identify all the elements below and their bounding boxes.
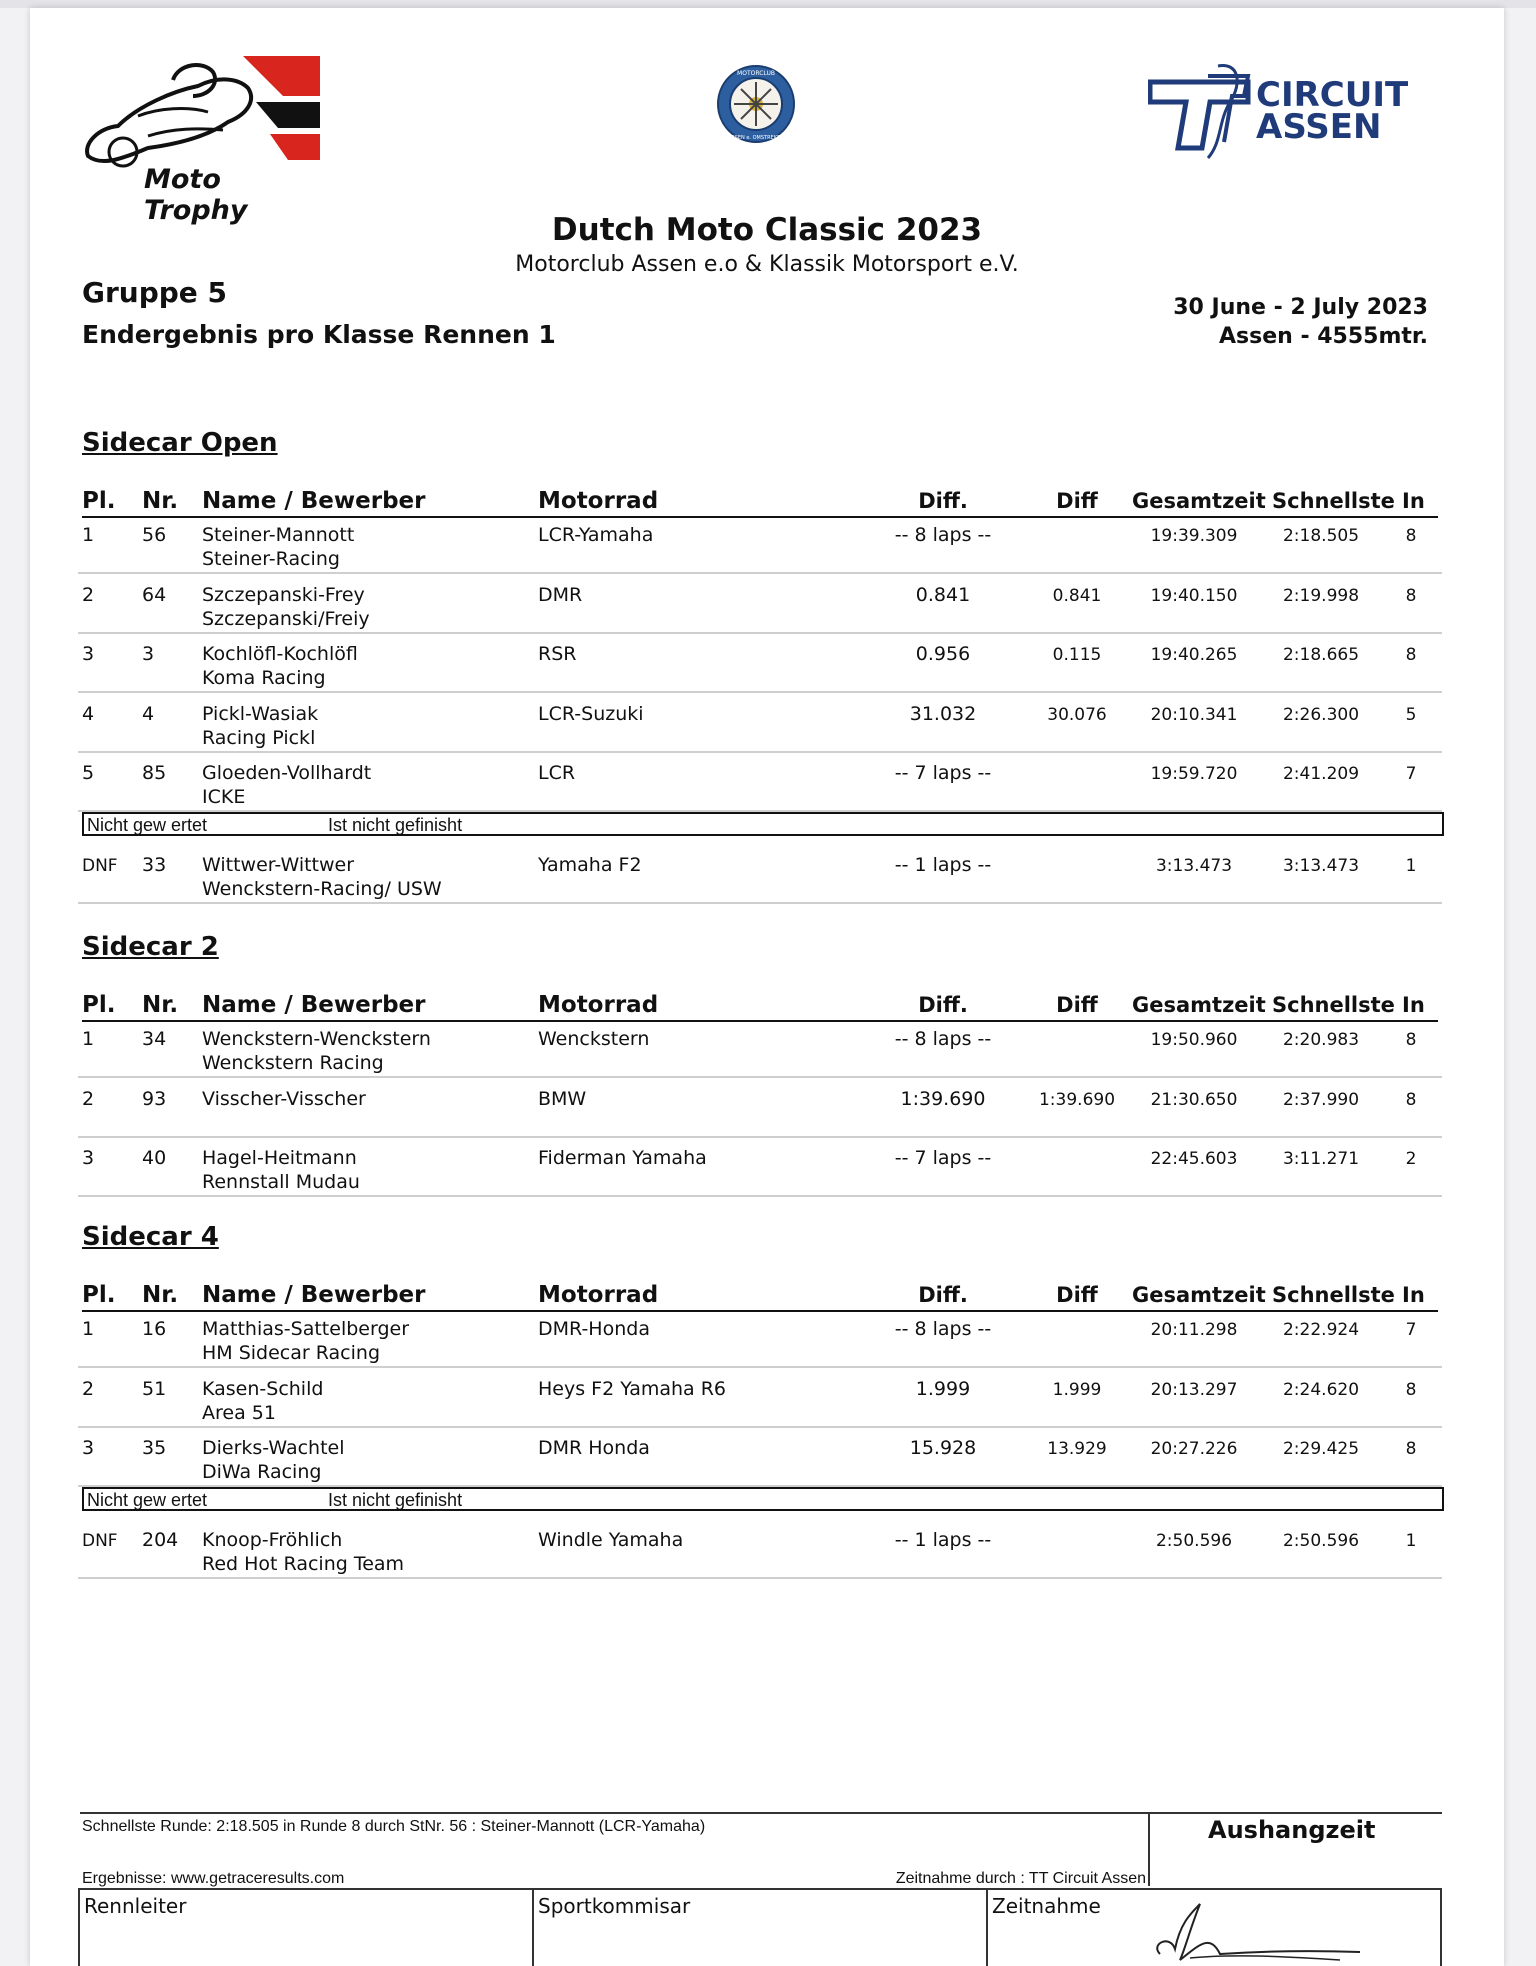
col-header-nr: Nr. [142, 1282, 179, 1308]
timing-provider: Zeitnahme durch : TT Circuit Assen [895, 1870, 1146, 1887]
signature-divider-1 [532, 1890, 534, 1966]
cell-place: DNF [82, 855, 118, 876]
cell-diff: -- 8 laps -- [894, 1028, 992, 1050]
results-url: Ergebnisse: www.getraceresults.com [82, 1870, 345, 1887]
cell-diff-prev: 1:39.690 [1038, 1089, 1116, 1110]
cell-motorcycle: LCR [538, 762, 576, 784]
not-classified-bar [82, 812, 1444, 836]
col-header-fastest: Schnellste [1272, 489, 1395, 513]
cell-team: Steiner-Racing [202, 548, 340, 570]
cell-number: 204 [142, 1528, 179, 1551]
cell-driver-names: Szczepanski-Frey [202, 583, 365, 606]
sig-timekeeping: Zeitnahme [992, 1894, 1101, 1918]
header-underline [82, 516, 1438, 518]
cell-diff-prev: 30.076 [1047, 704, 1107, 725]
not-finished-label: Ist nicht gefinisht [328, 1489, 463, 1510]
cell-team: Red Hot Racing Team [202, 1552, 405, 1575]
cell-number: 51 [142, 1377, 167, 1400]
cell-diff: -- 8 laps -- [894, 1318, 992, 1340]
cell-in-lap: 8 [1405, 585, 1417, 606]
cell-total-time: 3:13.473 [1155, 855, 1233, 876]
cell-in-lap: 8 [1405, 1379, 1417, 1400]
col-header-diff: Diff. [918, 489, 968, 513]
cell-driver-names: Kasen-Schild [202, 1377, 324, 1400]
cell-place: 3 [82, 643, 95, 665]
cell-driver-names: Visscher-Visscher [202, 1087, 366, 1110]
col-header-in: In [1402, 1283, 1425, 1307]
not-classified-label: Nicht gew ertet [87, 814, 208, 835]
cell-number: 40 [142, 1147, 167, 1169]
posting-time: Aushangzeit [1208, 1816, 1376, 1844]
cell-diff-prev: 13.929 [1047, 1439, 1107, 1459]
cell-number: 4 [142, 702, 155, 725]
cell-total-time: 19:40.150 [1150, 585, 1238, 606]
cell-in-lap: 5 [1405, 704, 1417, 725]
cell-motorcycle: BMW [538, 1087, 587, 1110]
cell-driver-names: Pickl-Wasiak [202, 702, 319, 725]
cell-total-time: 2:50.596 [1155, 1530, 1233, 1551]
row-divider [78, 572, 1442, 574]
cell-total-time: 20:13.297 [1150, 1379, 1238, 1400]
cell-fastest-lap: 2:41.209 [1282, 764, 1360, 784]
cell-diff-prev: 0.841 [1052, 585, 1102, 606]
col-header-motorrad: Motorrad [538, 1282, 659, 1308]
cell-driver-names: Hagel-Heitmann [202, 1147, 357, 1169]
cell-fastest-lap: 2:50.596 [1282, 1530, 1360, 1551]
cell-team: Wenckstern-Racing/ USW [202, 877, 442, 900]
col-header-pl: Pl. [82, 992, 116, 1018]
results-page [30, 8, 1504, 1966]
cell-total-time: 22:45.603 [1150, 1149, 1238, 1169]
cell-diff: 0.956 [915, 643, 971, 665]
event-subtitle: Motorclub Assen e.o & Klassik Motorsport e.V. [515, 252, 1019, 277]
cell-total-time: 21:30.650 [1150, 1089, 1238, 1110]
cell-place: 1 [82, 524, 95, 546]
col-header-name: Name / Bewerber [202, 1282, 426, 1308]
cell-fastest-lap: 2:18.665 [1282, 645, 1360, 665]
footer-top-line [80, 1812, 1442, 1814]
footer-divider [1148, 1812, 1150, 1886]
section-title: Sidecar 2 [82, 932, 219, 962]
signature-scribble-icon [1130, 1894, 1370, 1966]
cell-diff: -- 1 laps -- [894, 1528, 992, 1551]
col-header-diff-prev: Diff [1056, 993, 1098, 1017]
cell-total-time: 20:10.341 [1150, 704, 1238, 725]
svg-text:CIRCUIT: CIRCUIT [1256, 75, 1409, 115]
event-venue: Assen - 4555mtr. [1219, 324, 1428, 349]
cell-in-lap: 8 [1405, 1030, 1417, 1050]
row-divider [78, 751, 1442, 753]
cell-total-time: 19:59.720 [1150, 764, 1238, 784]
fastest-lap: Schnellste Runde: 2:18.505 in Runde 8 durch StNr. 56 : Steiner-Mannott (LCR-Yamaha) [82, 1818, 706, 1835]
cell-motorcycle: LCR-Yamaha [538, 524, 654, 546]
cell-driver-names: Wittwer-Wittwer [202, 853, 355, 876]
tt-track-icon [1148, 62, 1418, 162]
cell-diff: -- 8 laps -- [894, 524, 992, 546]
section-title: Sidecar 4 [82, 1222, 219, 1252]
tt-circuit-assen-logo [1148, 62, 1418, 162]
event-dates: 30 June - 2 July 2023 [1173, 295, 1428, 320]
row-divider [78, 691, 1442, 693]
cell-number: 64 [142, 583, 167, 606]
cell-total-time: 20:27.226 [1150, 1439, 1238, 1459]
col-header-in: In [1402, 993, 1425, 1017]
cell-in-lap: 8 [1405, 645, 1417, 665]
sig-race-director: Rennleiter [84, 1894, 187, 1918]
cell-team: Szczepanski/Freiy [202, 607, 370, 630]
not-classified-bar [82, 1487, 1444, 1511]
cell-motorcycle: Yamaha F2 [538, 853, 642, 876]
cell-motorcycle: LCR-Suzuki [538, 702, 644, 725]
cell-motorcycle: RSR [538, 643, 577, 665]
cell-motorcycle: Windle Yamaha [538, 1528, 684, 1551]
cell-diff: 15.928 [909, 1437, 977, 1459]
cell-driver-names: Steiner-Mannott [202, 524, 355, 546]
cell-in-lap: 2 [1405, 1149, 1417, 1169]
col-header-motorrad: Motorrad [538, 992, 659, 1018]
svg-text:ASSEN: ASSEN [1256, 107, 1382, 147]
row-divider [78, 1136, 1442, 1138]
header-underline [82, 1310, 1438, 1312]
cell-team: Rennstall Mudau [202, 1171, 360, 1193]
section-title: Sidecar Open [82, 428, 278, 458]
moto-trophy-logo [78, 56, 320, 226]
cell-team: Wenckstern Racing [202, 1052, 384, 1074]
cell-number: 85 [142, 762, 167, 784]
cell-fastest-lap: 2:24.620 [1282, 1379, 1360, 1400]
cell-fastest-lap: 3:13.473 [1282, 855, 1360, 876]
cell-place: 2 [82, 1087, 95, 1110]
cell-fastest-lap: 2:29.425 [1282, 1439, 1360, 1459]
result-type: Endergebnis pro Klasse Rennen 1 [82, 320, 556, 349]
cell-fastest-lap: 3:11.271 [1282, 1149, 1360, 1169]
row-divider [78, 1577, 1442, 1579]
cell-fastest-lap: 2:22.924 [1282, 1320, 1360, 1340]
cell-diff: 31.032 [909, 702, 977, 725]
col-header-motorrad: Motorrad [538, 488, 659, 514]
row-divider [78, 1366, 1442, 1368]
col-header-diff-prev: Diff [1056, 489, 1098, 513]
not-classified-label: Nicht gew ertet [87, 1489, 208, 1510]
cell-driver-names: Knoop-Fröhlich [202, 1528, 343, 1551]
cell-place: 5 [82, 762, 95, 784]
row-divider [78, 632, 1442, 634]
cell-total-time: 19:50.960 [1150, 1030, 1238, 1050]
cell-fastest-lap: 2:26.300 [1282, 704, 1360, 725]
cell-motorcycle: Fiderman Yamaha [538, 1147, 707, 1169]
col-header-name: Name / Bewerber [202, 488, 426, 514]
cell-driver-names: Gloeden-Vollhardt [202, 762, 372, 784]
seal-icon [716, 64, 796, 144]
cell-motorcycle: DMR Honda [538, 1437, 650, 1459]
cell-motorcycle: Heys F2 Yamaha R6 [538, 1377, 727, 1400]
row-divider [78, 1195, 1442, 1197]
cell-fastest-lap: 2:18.505 [1282, 526, 1360, 546]
col-header-total-time: Gesamtzeit [1132, 1283, 1266, 1307]
cell-fastest-lap: 2:20.983 [1282, 1030, 1360, 1050]
col-header-in: In [1402, 489, 1425, 513]
cell-in-lap: 8 [1405, 1439, 1417, 1459]
cell-in-lap: 8 [1405, 526, 1417, 546]
cell-motorcycle: DMR [538, 583, 583, 606]
cell-diff: -- 7 laps -- [894, 1147, 992, 1169]
col-header-pl: Pl. [82, 1282, 116, 1308]
cell-total-time: 19:39.309 [1150, 526, 1238, 546]
col-header-total-time: Gesamtzeit [1132, 489, 1266, 513]
col-header-total-time: Gesamtzeit [1132, 993, 1266, 1017]
moto-trophy-text: Moto Trophy [144, 164, 248, 226]
cell-driver-names: Kochlöfl-Kochlöfl [202, 643, 358, 665]
cell-motorcycle: Wenckstern [538, 1028, 650, 1050]
col-header-name: Name / Bewerber [202, 992, 426, 1018]
cell-driver-names: Dierks-Wachtel [202, 1437, 345, 1459]
cell-diff-prev: 1.999 [1052, 1379, 1102, 1400]
col-header-diff: Diff. [918, 993, 968, 1017]
row-divider [78, 1076, 1442, 1078]
col-header-nr: Nr. [142, 992, 179, 1018]
col-header-pl: Pl. [82, 488, 116, 514]
cell-driver-names: Matthias-Sattelberger [202, 1318, 410, 1340]
not-finished-label: Ist nicht gefinisht [328, 814, 463, 835]
cell-number: 3 [142, 643, 155, 665]
cell-number: 34 [142, 1028, 167, 1050]
cell-number: 16 [142, 1318, 167, 1340]
cell-place: DNF [82, 1530, 118, 1551]
row-divider [78, 1426, 1442, 1428]
signature-divider-2 [986, 1890, 988, 1966]
cell-place: 1 [82, 1318, 95, 1340]
cell-fastest-lap: 2:37.990 [1282, 1089, 1360, 1110]
cell-total-time: 20:11.298 [1150, 1320, 1238, 1340]
row-divider [78, 902, 1442, 904]
svg-text:MOTORCLUB: MOTORCLUB [737, 70, 775, 77]
cell-in-lap: 7 [1405, 1320, 1417, 1340]
cell-team: Koma Racing [202, 667, 326, 689]
motorclub-seal [716, 64, 796, 144]
cell-diff: 1.999 [915, 1377, 971, 1400]
cell-team: HM Sidecar Racing [202, 1342, 381, 1364]
cell-team: Racing Pickl [202, 726, 316, 749]
cell-in-lap: 1 [1405, 855, 1417, 876]
signature-box [78, 1888, 1442, 1966]
cell-diff-prev: 0.115 [1052, 645, 1102, 665]
sig-steward: Sportkommisar [538, 1894, 691, 1918]
cell-total-time: 19:40.265 [1150, 645, 1238, 665]
cell-number: 56 [142, 524, 167, 546]
svg-text:ASSEN e. OMSTREKEN: ASSEN e. OMSTREKEN [728, 135, 784, 141]
cell-driver-names: Wenckstern-Wenckstern [202, 1028, 431, 1050]
col-header-nr: Nr. [142, 488, 179, 514]
cell-number: 35 [142, 1437, 167, 1459]
cell-motorcycle: DMR-Honda [538, 1318, 650, 1340]
group-label: Gruppe 5 [82, 276, 228, 309]
cell-in-lap: 8 [1405, 1089, 1417, 1110]
cell-place: 2 [82, 583, 95, 606]
cell-in-lap: 7 [1405, 764, 1417, 784]
cell-diff: 0.841 [915, 583, 971, 606]
cell-in-lap: 1 [1405, 1530, 1417, 1551]
cell-place: 4 [82, 702, 95, 725]
cell-number: 33 [142, 853, 167, 876]
cell-place: 2 [82, 1377, 95, 1400]
col-header-diff-prev: Diff [1056, 1283, 1098, 1307]
cell-place: 3 [82, 1437, 95, 1459]
header-underline [82, 1020, 1438, 1022]
cell-place: 3 [82, 1147, 95, 1169]
cell-fastest-lap: 2:19.998 [1282, 585, 1360, 606]
cell-team: DiWa Racing [202, 1461, 322, 1483]
col-header-fastest: Schnellste [1272, 1283, 1395, 1307]
cell-number: 93 [142, 1087, 167, 1110]
event-title: Dutch Moto Classic 2023 [551, 212, 983, 248]
cell-diff: -- 1 laps -- [894, 853, 992, 876]
cell-team: Area 51 [202, 1401, 276, 1424]
cell-team: ICKE [202, 786, 246, 808]
col-header-diff: Diff. [918, 1283, 968, 1307]
cell-diff: 1:39.690 [900, 1087, 986, 1110]
col-header-fastest: Schnellste [1272, 993, 1395, 1017]
cell-diff: -- 7 laps -- [894, 762, 992, 784]
viewer-top-bar [0, 0, 1536, 8]
cell-place: 1 [82, 1028, 95, 1050]
